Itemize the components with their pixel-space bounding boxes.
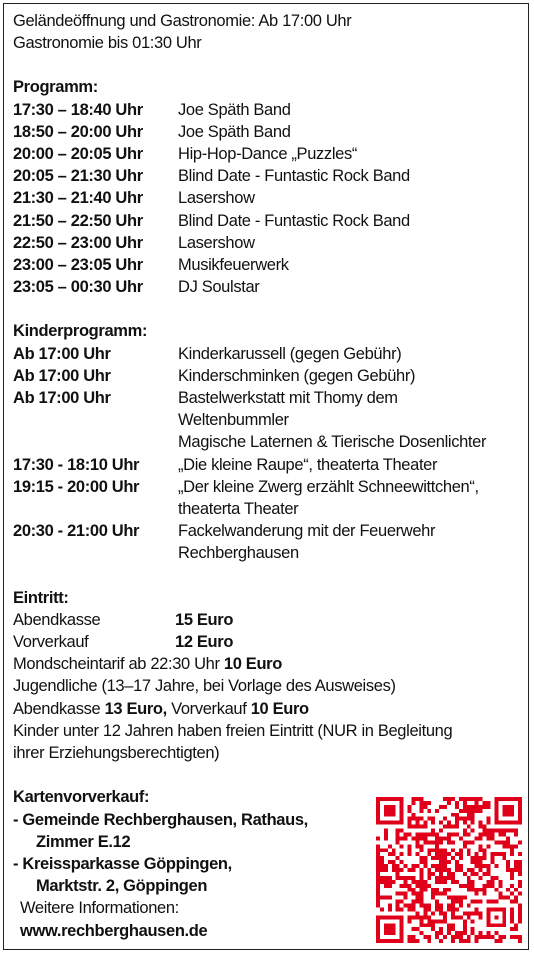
programm-act: Hip-Hop-Dance „Puzzles“ (178, 145, 358, 164)
programm-row (13, 276, 523, 298)
kinder-act-line: „Die kleine Raupe“, theaterta Theater (178, 455, 438, 474)
location-line: Marktstr. 2, Göppingen (36, 877, 208, 896)
programm-act: Lasershow (178, 189, 255, 208)
programm-time: 23:05 – 00:30 Uhr (13, 278, 143, 297)
programm-time: 20:05 – 21:30 Uhr (13, 167, 143, 186)
kinder-time: Ab 17:00 Uhr (13, 389, 111, 408)
kinder-text-1: Kinder unter 12 Jahren haben freien Eintritt (NUR in Begleitung (13, 721, 453, 740)
price-vorverkauf (13, 631, 523, 653)
kinder-text-2: ihrer Erziehungsberechtigten) (13, 744, 220, 763)
kinder-time: 19:15 - 20:00 Uhr (13, 477, 140, 496)
kinder-act-line: Fackelwanderung mit der Feuerwehr (178, 522, 436, 541)
more-info-label: Weitere Informationen: (20, 899, 179, 918)
kinder-time: 20:30 - 21:00 Uhr (13, 522, 140, 541)
price-abendkasse (13, 609, 523, 631)
opening-hours: Geländeöffnung und Gastronomie: Ab 17:00 Uhr (13, 12, 352, 30)
programm-act: Lasershow (178, 233, 255, 252)
kinder-time: Ab 17:00 Uhr (13, 366, 111, 385)
price-value: 15 Euro (175, 610, 234, 629)
programm-row (13, 99, 523, 121)
programm-time: 17:30 – 18:40 Uhr (13, 100, 143, 119)
programm-act: DJ Soulstar (178, 278, 260, 297)
programm-row (13, 254, 523, 276)
programm-act: Blind Date - Funtastic Rock Band (178, 167, 410, 186)
jugend-prices (13, 698, 523, 720)
location-line: - Kreissparkasse Göppingen, (13, 854, 232, 873)
programm-list (13, 99, 523, 299)
website-link[interactable]: www.rechberghausen.de (20, 921, 208, 940)
programm-time: 21:50 – 22:50 Uhr (13, 211, 143, 230)
programm-time: 20:00 – 20:05 Uhr (13, 145, 143, 164)
kinder-row (13, 343, 523, 365)
price-value: 10 Euro (223, 655, 282, 674)
kinderprogramm-list (13, 343, 523, 565)
programm-time: 21:30 – 21:40 Uhr (13, 189, 143, 208)
price-label: Vorverkauf (13, 633, 89, 652)
programm-row (13, 210, 523, 232)
price-value: 13 Euro, (104, 699, 167, 718)
location-line: Zimmer E.12 (36, 832, 131, 851)
location-line: - Gemeinde Rechberghausen, Rathaus, (13, 810, 308, 829)
programm-act: Joe Späth Band (178, 100, 291, 119)
programm-row (13, 121, 523, 143)
kinder-act-line: Rechberghausen (178, 544, 299, 563)
price-label: Abendkasse (13, 699, 105, 718)
kinder-act-line: Magische Laternen & Tierische Dosenlichter (178, 433, 487, 452)
jugend-text: Jugendliche (13–17 Jahre, bei Vorlage des Ausweises) (13, 677, 396, 696)
programm-row (13, 187, 523, 209)
kinder-time: Ab 17:00 Uhr (13, 344, 111, 363)
kinder-act-line: theaterta Theater (178, 500, 299, 519)
kinder-act-line: Kinderkarussell (gegen Gebühr) (178, 344, 402, 363)
kinder-row (13, 454, 523, 476)
kinder-row (13, 387, 523, 454)
kinder-row (13, 476, 523, 520)
kinderprogramm-title: Kinderprogramm: (13, 322, 148, 341)
kinder-row (13, 365, 523, 387)
kinder-time: 17:30 - 18:10 Uhr (13, 455, 140, 474)
kinder-row (13, 520, 523, 564)
eintritt-title: Eintritt: (13, 588, 69, 607)
kinder-act-line: Weltenbummler (178, 411, 289, 430)
kinder-act-line: Bastelwerkstatt mit Thomy dem (178, 389, 398, 408)
qr-code-icon[interactable] (374, 797, 524, 943)
programm-time: 22:50 – 23:00 Uhr (13, 233, 143, 252)
programm-time: 23:00 – 23:05 Uhr (13, 256, 143, 275)
programm-act: Musikfeuerwerk (178, 256, 289, 275)
programm-time: 18:50 – 20:00 Uhr (13, 122, 143, 141)
programm-row (13, 165, 523, 187)
programm-act: Blind Date - Funtastic Rock Band (178, 211, 410, 230)
price-value: 12 Euro (175, 633, 234, 652)
gastronomy-hours: Gastronomie bis 01:30 Uhr (13, 34, 202, 53)
kartenvorverkauf-title: Kartenvorverkauf: (13, 788, 150, 807)
price-label: Mondscheintarif ab 22:30 Uhr (13, 655, 224, 674)
price-label: Abendkasse (13, 610, 101, 629)
kinder-act-line: Kinderschminken (gegen Gebühr) (178, 366, 416, 385)
programm-act: Joe Späth Band (178, 122, 291, 141)
price-mondschein (13, 653, 523, 675)
kinder-act-line: „Der kleine Zwerg erzählt Schneewittchen“, (178, 477, 479, 496)
programm-row (13, 143, 523, 165)
price-value: 10 Euro (250, 699, 309, 718)
price-label: Vorverkauf (166, 699, 251, 718)
programm-row (13, 232, 523, 254)
programm-title: Programm: (13, 78, 98, 97)
